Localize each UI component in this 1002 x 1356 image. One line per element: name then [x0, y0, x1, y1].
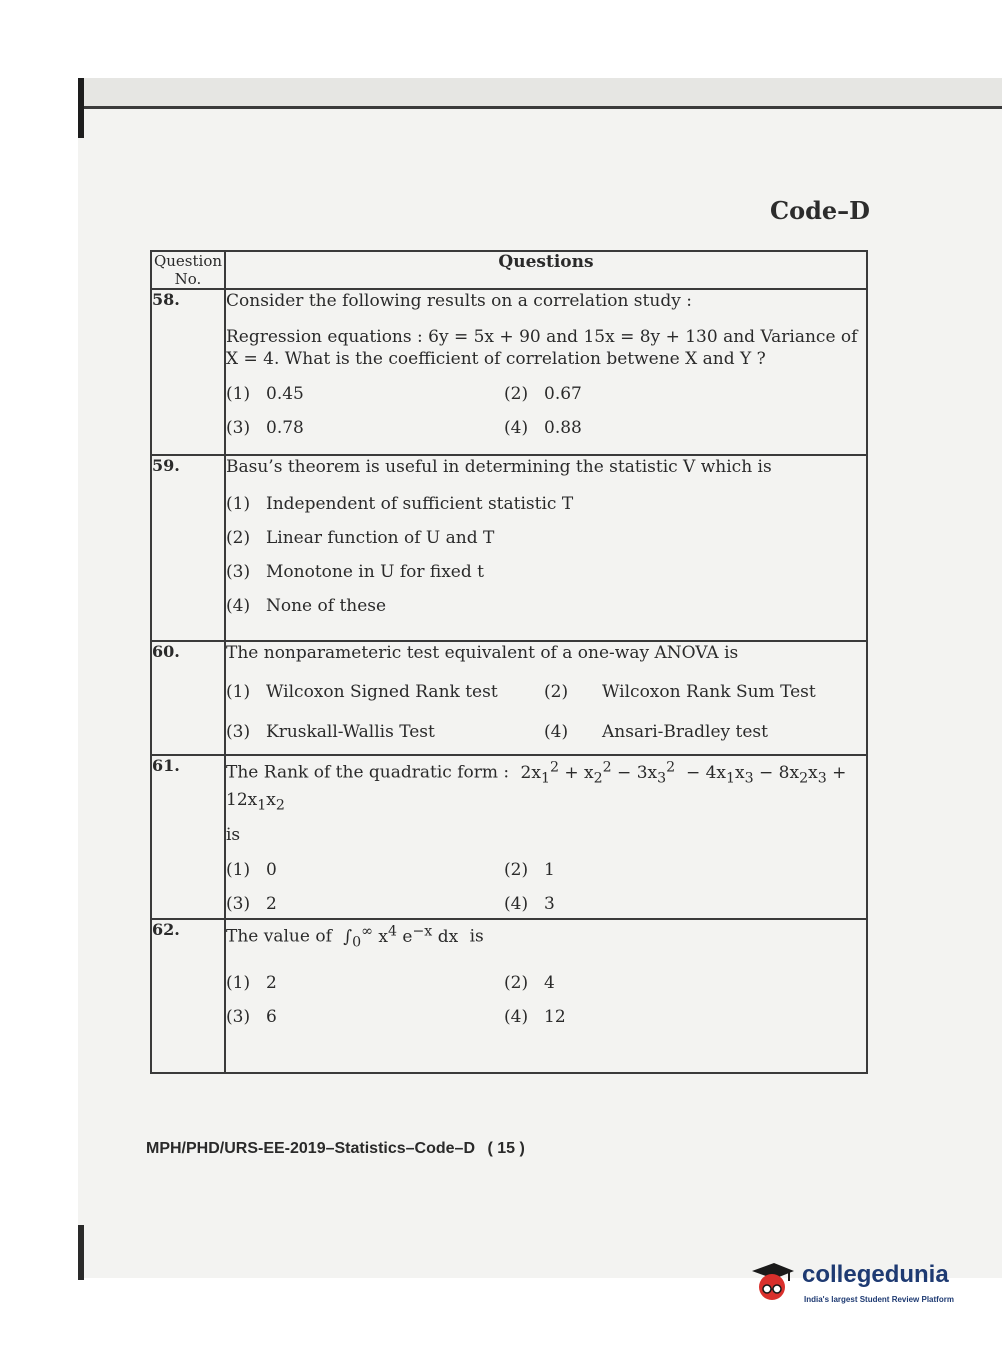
- scan-shadow: [78, 78, 1002, 108]
- question-number: 60.: [151, 641, 225, 755]
- brand-logo[interactable]: [748, 1255, 978, 1315]
- option: (4) 12: [504, 1007, 566, 1028]
- question-row: [151, 289, 867, 455]
- brand-name: collegedunia: [802, 1261, 949, 1288]
- question-number: 58.: [151, 289, 225, 455]
- scan-edge-bottom: [78, 1225, 84, 1280]
- header-questions: Questions: [225, 251, 867, 289]
- option: (1) 2: [226, 973, 277, 994]
- option: (3) 6: [226, 1007, 277, 1028]
- question-row: [151, 641, 867, 755]
- question-stem: Basu’s theorem is useful in determining the statistic V which is: [226, 457, 772, 477]
- table-header: [151, 251, 867, 289]
- header-question-no: Question No.: [151, 251, 225, 289]
- option: (4) 3: [504, 894, 555, 915]
- option: (1) Wilcoxon Signed Rank test: [226, 682, 498, 702]
- option: (2) 1: [504, 860, 555, 881]
- question-stem-suffix: is: [226, 825, 241, 846]
- option: (3) Kruskall-Wallis Test: [226, 722, 435, 742]
- graduate-icon: [748, 1257, 796, 1305]
- page-footer: [146, 1140, 525, 1158]
- question-row: [151, 755, 867, 919]
- option: (1) Independent of sufficient statistic T: [226, 494, 574, 514]
- integral-expression: $\int_0^\infty$ $x^4$ $e^{-x}$ dx: [343, 923, 459, 951]
- page-number: ( 15 ): [487, 1140, 525, 1157]
- quadratic-form-expression: $2x_1^2 + x_2^2 - 3x_3^2 - 4x_1x_3 - 8x_2x_3 + 12x_1x_2$: [226, 759, 847, 814]
- option: (3) 2: [226, 894, 277, 915]
- paper-code: Code–D: [770, 196, 870, 225]
- footer-code: MPH/PHD/URS-EE-2019–Statistics–Code–D: [146, 1140, 475, 1157]
- option: (1) 0: [226, 860, 277, 881]
- option: (3) Monotone in U for fixed t: [226, 562, 484, 582]
- question-number: 62.: [151, 919, 225, 1073]
- scan-edge-line: [84, 106, 1002, 109]
- question-stem: The value of $\int_0^\infty$ $x^4$ $e^{-x}$ dx is: [226, 923, 484, 951]
- question-row: [151, 455, 867, 641]
- question-number: 59.: [151, 455, 225, 641]
- option: (2) 0.67: [504, 384, 582, 404]
- option: (2) 4: [504, 973, 555, 994]
- question-number: 61.: [151, 755, 225, 919]
- option: (2) Wilcoxon Rank Sum Test: [544, 682, 816, 702]
- option: (1) 0.45: [226, 384, 304, 404]
- brand-tagline: India's largest Student Review Platform: [804, 1295, 954, 1304]
- option: (4) None of these: [226, 596, 387, 616]
- question-stem: The Rank of the quadratic form : $2x_1^2 + x_2^2 - 3x_3^2 - 4x_1x_3 - 8x_2x_3 + 12x_1x_2$: [226, 759, 847, 814]
- option: (3) 0.78: [226, 418, 304, 438]
- option: (4) Ansari-Bradley test: [544, 722, 768, 742]
- question-stem-detail: Regression equations : 6y = 5x + 90 and 15x = 8y + 130 and Variance of X = 4. What is the coefficient of correlation betwene X and Y ?: [226, 327, 858, 369]
- option: (2) Linear function of U and T: [226, 528, 495, 548]
- question-stem: Consider the following results on a correlation study :: [226, 291, 692, 311]
- questions-table: [150, 250, 868, 1074]
- option: (4) 0.88: [504, 418, 582, 438]
- question-stem: The nonparameteric test equivalent of a one-way ANOVA is: [226, 643, 739, 663]
- question-row: [151, 919, 867, 1073]
